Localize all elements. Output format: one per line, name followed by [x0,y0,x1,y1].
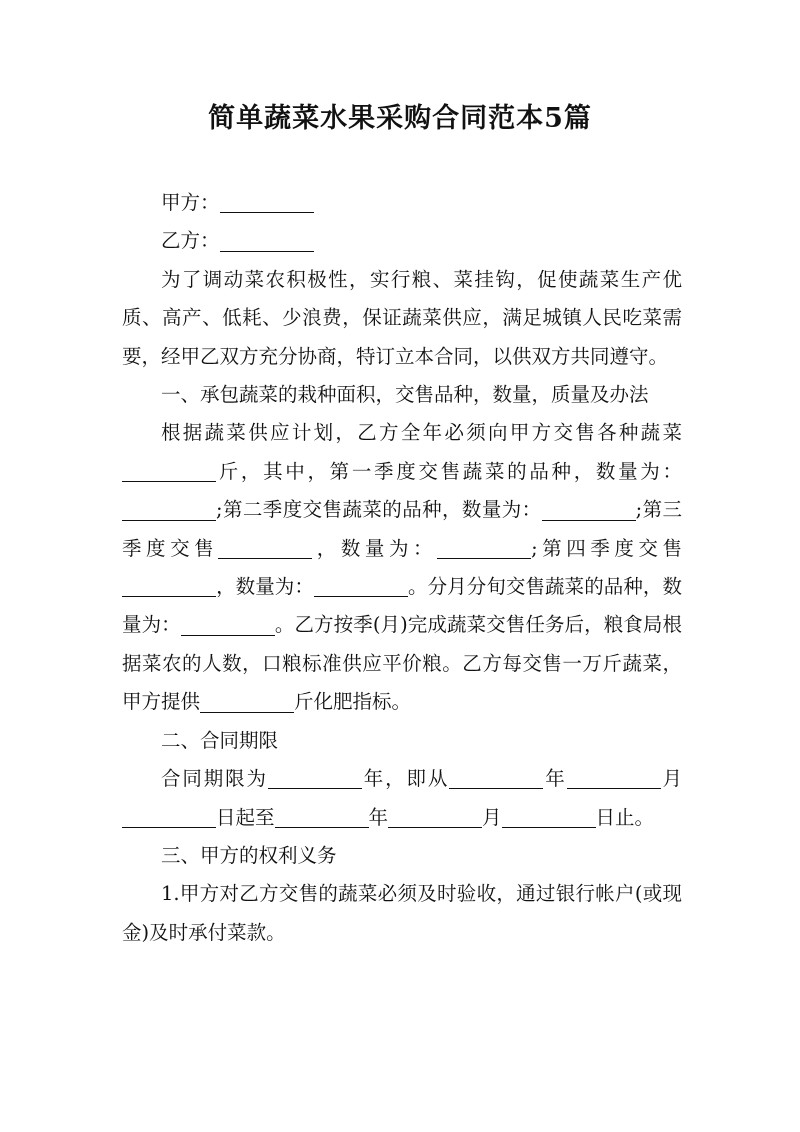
section-3-item-1: 1.甲方对乙方交售的蔬菜必须及时验收，通过银行帐户(或现金)及时承付菜款。 [122,882,682,944]
party-b-blank [220,230,314,251]
document-title: 简单蔬菜水果采购合同范本5篇 [208,103,592,134]
section-2-heading: 二、合同期限 [161,728,279,752]
s1-text-9: 。乙方按季(月)完成蔬菜交售任务后，粮食局根据菜农的人数，口粮标准供应平价粮。乙方每交售一万斤蔬菜，甲方提供 [122,613,682,714]
blank-field [388,806,482,827]
intro-paragraph: 为了调动菜农积极性，实行粮、菜挂钩，促使蔬菜生产优质、高产、低耗、少浪费，保证蔬菜供应，满足城镇人民吃菜需要，经甲乙双方充分协商，特订立本合同，以供双方共同遵守。 [122,267,682,368]
blank-field [502,806,596,827]
section-1-paragraph [122,414,682,721]
party-b-line [122,222,682,260]
blank-field [542,499,636,520]
s1-text-3: ;第二季度交售蔬菜的品种，数量为： [216,498,542,522]
s2-text-6: 年 [368,805,389,829]
party-a-blank [220,192,314,213]
blank-field [122,461,216,482]
blank-field [181,614,275,635]
section-3-heading: 三、甲方的权利义务 [161,843,337,867]
document-body [122,184,682,952]
s1-text-4: ;第三季度交售 [122,498,682,560]
s1-text-2: 斤，其中，第一季度交售蔬菜的品种，数量为： [216,459,682,483]
s2-text-7: 月 [482,805,502,829]
s2-text-5: 日起至 [216,805,275,829]
blank-field [314,576,408,597]
blank-field [200,691,294,712]
blank-field [122,499,216,520]
party-b-label: 乙方： [161,229,220,253]
s1-text-5: ，数量为： [312,536,438,560]
s1-text-10: 斤化肥指标。 [294,690,412,714]
s1-text-1: 根据蔬菜供应计划，乙方全年必须向甲方交售各种蔬菜 [161,421,682,445]
s1-text-6: ;第四季度交售 [531,536,682,560]
blank-field [268,768,362,789]
section-2-paragraph [122,760,682,837]
s2-text-1: 合同期限为 [161,767,268,791]
blank-field [122,806,216,827]
s2-text-4: 月 [660,767,682,791]
s2-text-2: 年，即从 [361,767,450,791]
blank-field [567,768,661,789]
party-a-label: 甲方： [161,191,220,214]
s2-text-3: 年 [543,767,567,791]
s1-text-7: ，数量为： [216,575,314,599]
blank-field [275,806,369,827]
section-1-heading: 一、承包蔬菜的栽种面积，交售品种，数量，质量及办法 [161,383,649,407]
party-a-line [122,184,682,222]
blank-field [122,576,216,597]
s2-text-8: 日止。 [595,805,655,829]
blank-field [449,768,543,789]
s1-text-8: 。分月分旬交售蔬菜的品种，数量为： [122,575,682,637]
blank-field [437,537,531,558]
blank-field [218,537,312,558]
